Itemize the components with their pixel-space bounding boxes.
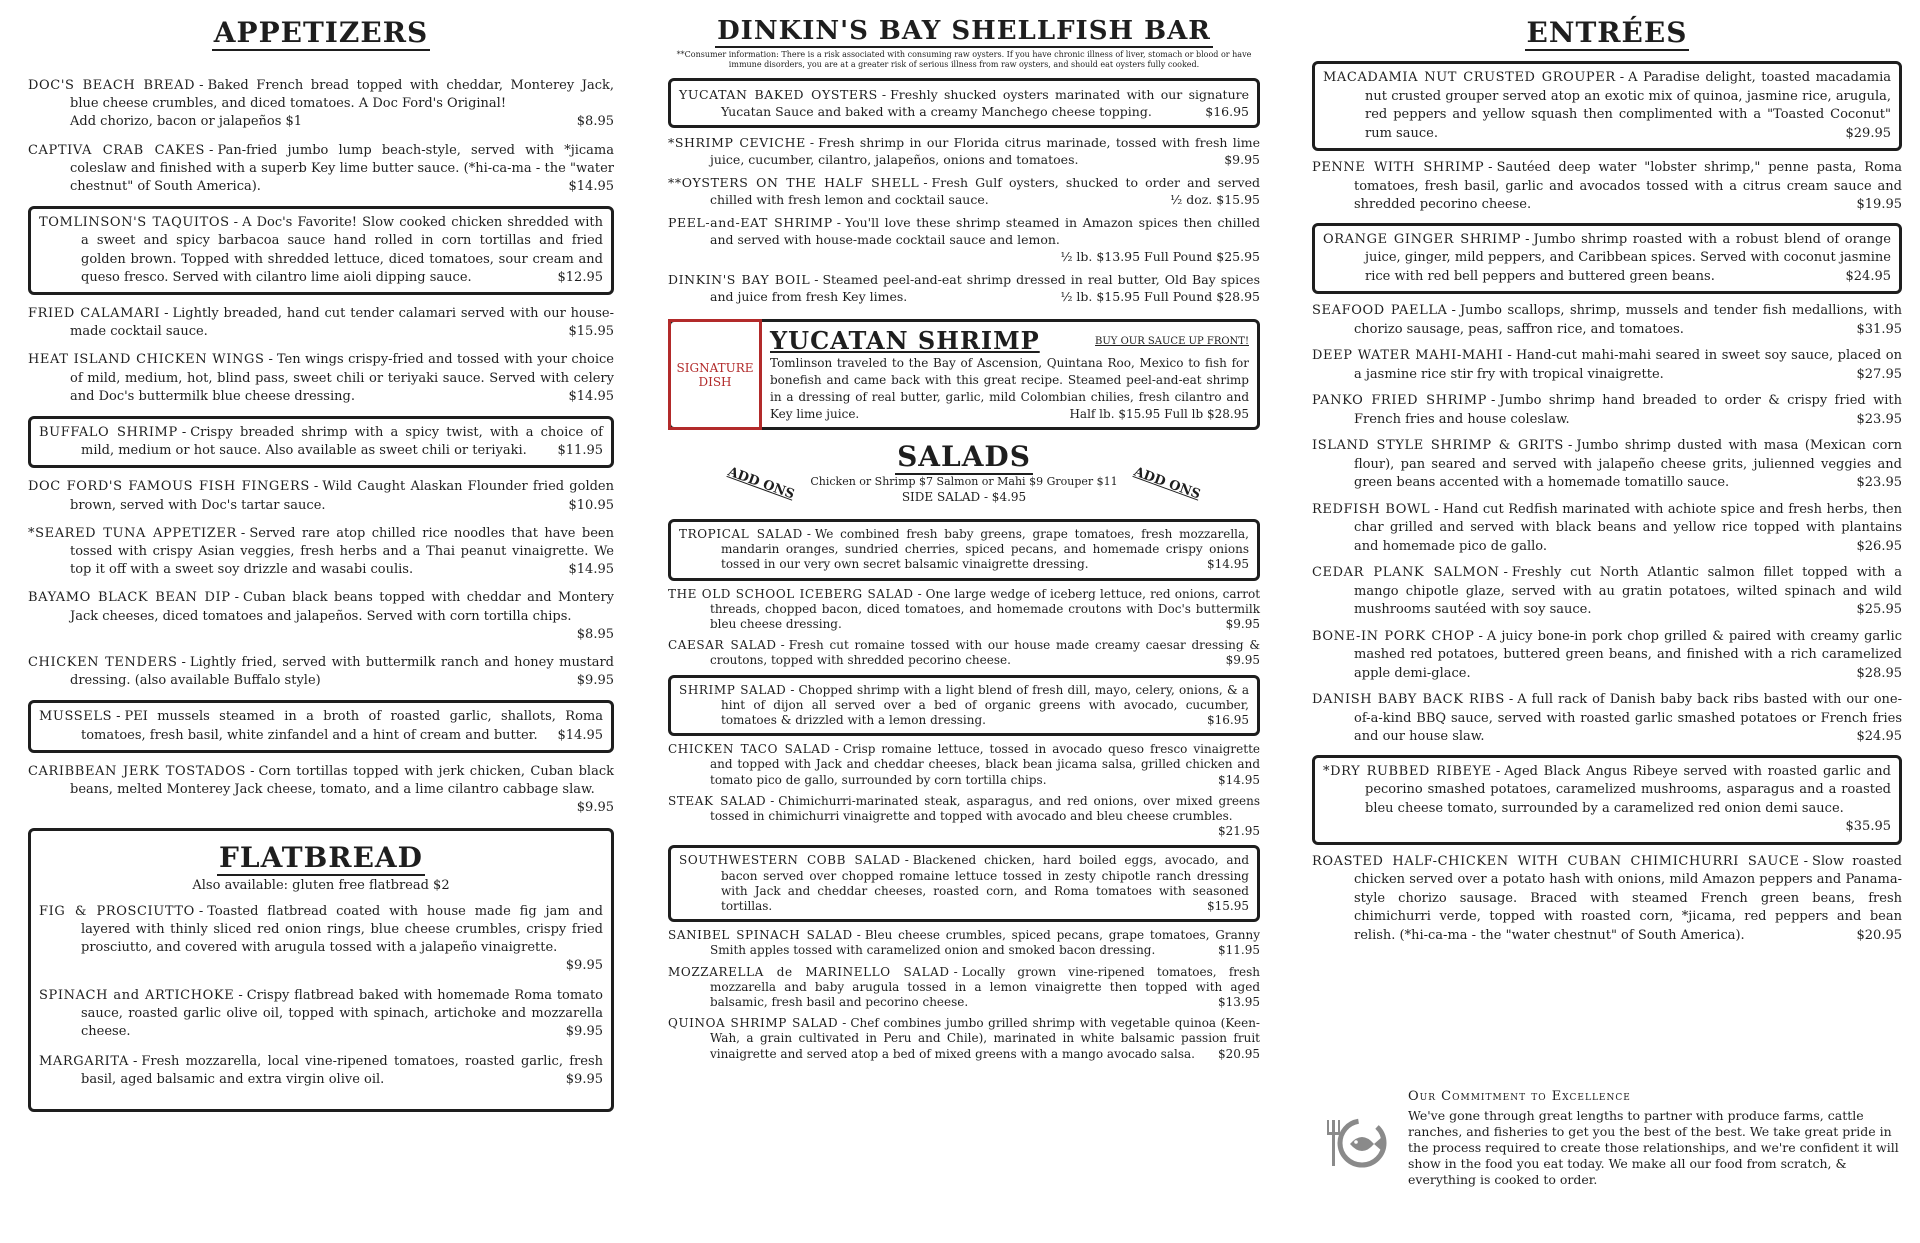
salad-item: STEAK SALAD - Chimichurri-marinated steak, asparagus, and red onions, over mixed greens tossed in chimichurri vinaigrette and topped with avocado and bleu cheese crumbles. $21.95 <box>668 793 1260 839</box>
raw-oyster-note: **Consumer information: There is a risk associated with consuming raw oysters. If you have chronic illness of liver, stomach or blood or have immune disorders, you are at a greater risk of serious illness from raw oysters, and should eat oysters fully cooked. <box>676 50 1252 69</box>
salad-name: STEAK SALAD <box>668 793 767 808</box>
appetizers-title: APPETIZERS <box>213 16 429 49</box>
flatbread-title: FLATBREAD <box>219 840 423 874</box>
entree-price: $28.95 <box>1856 665 1902 681</box>
entree-description: A full rack of Danish baby back ribs basted with our one-of-a-kind BBQ sauce, served with roasted garlic smashed potatoes or French fries and our house slaw. <box>1354 692 1902 744</box>
buy-sauce-link[interactable]: BUY OUR SAUCE UP FRONT! <box>1095 336 1249 347</box>
column-right <box>1312 16 1903 1187</box>
salad-price: $14.95 <box>1207 557 1249 572</box>
entree-price: $27.95 <box>1856 366 1902 382</box>
salad-name: SHRIMP SALAD <box>679 682 787 697</box>
entree-name: ORANGE GINGER SHRIMP <box>1323 231 1522 247</box>
salad-item: CAESAR SALAD - Fresh cut romaine tossed with our house made creamy caesar dressing & croutons, topped with shredded pecorino cheese. $9.95 <box>668 638 1261 668</box>
salad-description: One large wedge of iceberg lettuce, red onions, carrot threads, chopped bacon, diced tomatoes, and homemade croutons with Doc's buttermilk bleu cheese dressing. <box>710 586 1261 632</box>
appetizer-item: CHICKEN TENDERS - Lightly fried, served with buttermilk ranch and honey mustard dressing. (also available Buffalo style) $9.95 <box>28 654 614 690</box>
flatbread-price: $9.95 <box>565 957 603 973</box>
appetizer-price: $14.95 <box>568 179 614 195</box>
appetizer-description: Lightly fried, served with buttermilk ranch and honey mustard dressing. (also available Buffalo style) <box>70 655 615 689</box>
salad-price: $20.95 <box>1218 1046 1260 1061</box>
flatbread-price: $9.95 <box>565 1071 603 1087</box>
salad-price: $21.95 <box>1218 824 1260 839</box>
salad-item: SOUTHWESTERN COBB SALAD - Blackened chicken, hard boiled eggs, avocado, and bacon served over chopped romaine lettuce tossed in zesty chipotle ranch dressing with Jack and cheddar cheeses, roasted corn, and Roma tomatoes with seasoned tortillas. $15.95 <box>668 845 1260 922</box>
appetizer-name: DOC'S BEACH BREAD <box>28 78 196 93</box>
appetizer-list <box>28 77 614 818</box>
entree-item: ROASTED HALF-CHICKEN WITH CUBAN CHIMICHURRI SAUCE - Slow roasted chicken served over a potato hash with onions, mild Amazon peppers and Panama-style chorizo sausage. Braced with steamed French green beans, fresh chimichurri verde, topped with roasted corn, *jicama, red peppers and bean relish. (*hi-ca-ma - the "water chestnut" of South America). $20.95 <box>1312 853 1902 946</box>
signature-description <box>770 355 1249 423</box>
appetizer-item: *SEARED TUNA APPETIZER - Served rare atop chilled rice noodles that have been tossed with crispy Asian veggies, fresh herbs and a Thai peanut vinaigrette. We top it off with a sweet soy drizzle and wasabi coulis. $14.95 <box>28 525 614 580</box>
appetizer-price: $8.95 <box>576 114 614 130</box>
shellfish-description: Fresh Gulf oysters, shucked to order and served chilled with fresh lemon and cocktail sauce. <box>710 175 1260 207</box>
appetizer-price: $15.95 <box>568 324 614 340</box>
appetizer-description: Corn tortillas topped with jerk chicken, Cuban black beans, melted Monterey Jack cheese, tomato, and a lime cilantro cabbage slaw. <box>70 763 614 798</box>
appetizer-price: $14.95 <box>568 388 614 404</box>
entree-description: A juicy bone-in pork chop grilled & paired with creamy garlic mashed red potatoes, buttered green beans, and finished with a rich caramelized apple demi-glace. <box>1354 628 1902 681</box>
flatbread-item: MARGARITA - Fresh mozzarella, local vine-ripened tomatoes, roasted garlic, fresh basil, aged balsamic and extra virgin olive oil. $9.95 <box>39 1053 603 1087</box>
entree-price: $35.95 <box>1845 819 1891 834</box>
salad-description: Fresh cut romaine tossed with our house made creamy caesar dressing & croutons, topped with shredded pecorino cheese. <box>710 638 1261 668</box>
entree-price: $31.95 <box>1856 321 1902 337</box>
salad-list <box>668 519 1260 1062</box>
appetizer-price: $14.95 <box>557 727 603 743</box>
flatbread-description: Fresh mozzarella, local vine-ripened tomatoes, roasted garlic, fresh basil, aged balsamic and extra virgin olive oil. <box>81 1053 603 1087</box>
entree-item: PANKO FRIED SHRIMP - Jumbo shrimp hand breaded to order & crispy fried with French fries and house coleslaw. $23.95 <box>1312 392 1902 429</box>
entree-price: $23.95 <box>1856 475 1902 490</box>
entree-description: Aged Black Angus Ribeye served with roasted garlic and pecorino smashed potatoes, caramelized mushrooms, asparagus and a roasted bleu cheese tomato, surrounded by a caramelized red onion demi sauce. <box>1365 763 1891 816</box>
salad-name: MOZZARELLA de MARINELLO SALAD <box>668 964 950 979</box>
entree-item: REDFISH BOWL - Hand cut Redfish marinated with achiote spice and fresh herbs, then char grilled and served with black beans and yellow rice topped with plantains and homemade pico de gallo. $26.95 <box>1312 501 1902 557</box>
salad-item: THE OLD SCHOOL ICEBERG SALAD - One large wedge of iceberg lettuce, red onions, carrot threads, chopped bacon, diced tomatoes, and homemade croutons with Doc's buttermilk bleu cheese dressing. $9.95 <box>668 586 1261 632</box>
shellfish-price: ½ doz. $15.95 <box>1170 192 1260 207</box>
salad-description: Crisp romaine lettuce, tossed in avocado queso fresco vinaigrette and topped with Jack and cheddar cheeses, black bean jicama salsa, grilled chicken and tomato pico de gallo, surrounded by corn tortilla chips. <box>710 742 1260 787</box>
column-left <box>28 16 614 1112</box>
appetizer-item: BAYAMO BLACK BEAN DIP - Cuban black beans topped with cheddar and Montery Jack cheeses, diced tomatoes and jalapeños. Served with corn tortilla chips. $8.95 <box>28 589 614 644</box>
salad-price: $15.95 <box>1207 899 1249 914</box>
addons-label-right: ADD ONS <box>1131 464 1203 503</box>
entree-name: REDFISH BOWL <box>1312 501 1431 517</box>
salad-name: THE OLD SCHOOL ICEBERG SALAD <box>668 586 914 601</box>
entree-price: $19.95 <box>1856 197 1902 212</box>
entree-description: Jumbo shrimp roasted with a robust blend of orange juice, ginger, mild peppers, and Caribbean spices. Served with coconut jasmine rice with red bell peppers and buttered green beans. <box>1365 231 1891 284</box>
salad-name: TROPICAL SALAD <box>679 527 803 541</box>
appetizer-description: Pan-fried jumbo lump beach-style, served with *jicama coleslaw and finished with a superb Key lime butter sauce. (*hi-ca-ma - the "water chestnut" of South America). <box>70 142 614 195</box>
shellfish-list <box>668 78 1260 305</box>
entree-name: ROASTED HALF-CHICKEN WITH CUBAN CHIMICHURRI SAUCE <box>1312 853 1800 869</box>
appetizer-description: Baked French bread topped with cheddar, Monterey Jack, blue cheese crumbles, and diced tomatoes. A Doc Ford's Original! <box>70 78 614 112</box>
entree-name: MACADAMIA NUT CRUSTED GROUPER <box>1323 70 1616 85</box>
appetizer-price: $8.95 <box>576 626 614 642</box>
addons-prices: Chicken or Shrimp $7 Salmon or Mahi $9 Grouper $11 <box>810 475 1118 488</box>
entree-name: PENNE WITH SHRIMP <box>1312 160 1485 175</box>
entree-name: BONE-IN PORK CHOP <box>1312 628 1475 644</box>
entree-item: DANISH BABY BACK RIBS - A full rack of Danish baby back ribs basted with our one-of-a-kind BBQ sauce, served with roasted garlic smashed potatoes or French fries and our house slaw. $24.95 <box>1312 691 1902 747</box>
appetizer-description: Cuban black beans topped with cheddar and Montery Jack cheeses, diced tomatoes and jalapeños. Served with corn tortilla chips. <box>70 590 615 624</box>
appetizer-description: A Doc's Favorite! Slow cooked chicken shredded with a sweet and spicy barbacoa sauce hand rolled in corn tortillas and fried golden brown. Topped with shredded lettuce, diced tomatoes, sour cream and queso fresco. Served with cilantro lime aioli dipping sauce. <box>81 215 603 285</box>
appetizer-description: Served rare atop chilled rice noodles that have been tossed with crispy Asian veggies, fresh herbs and a Thai peanut vinaigrette. We top it off with a sweet soy drizzle and wasabi coulis. <box>70 525 614 578</box>
appetizer-name: BAYAMO BLACK BEAN DIP <box>28 590 231 606</box>
salad-price: $9.95 <box>1225 617 1260 632</box>
shellfish-item: PEEL-and-EAT SHRIMP - You'll love these shrimp steamed in Amazon spices then chilled and served with house-made cocktail sauce and lemon. ½ lb. $13.95 Full Pound $25.95 <box>668 215 1260 264</box>
flatbread-list <box>39 903 603 1089</box>
shellfish-name: **OYSTERS ON THE HALF SHELL <box>668 175 920 190</box>
entree-price: $29.95 <box>1845 125 1891 141</box>
entree-name: SEAFOOD PAELLA <box>1312 303 1448 318</box>
entree-item: DEEP WATER MAHI-MAHI - Hand-cut mahi-mahi seared in sweet soy sauce, placed on a jasmine rice stir fry with tropical vinaigrette. $27.95 <box>1312 347 1902 384</box>
appetizer-name: FRIED CALAMARI <box>28 306 161 322</box>
appetizer-name: *SEARED TUNA APPETIZER <box>28 525 237 541</box>
appetizer-price: $9.95 <box>576 673 614 689</box>
flatbread-description: Toasted flatbread coated with house made fig jam and layered with thinly sliced red onion rings, blue cheese crumbles, crispy fried prosciutto, and covered with arugula tossed with a jalapeño vinaigrette. <box>81 903 603 955</box>
shellfish-price: ½ lb. $15.95 Full Pound $28.95 <box>1060 289 1260 304</box>
flatbread-name: MARGARITA <box>39 1053 129 1069</box>
entree-description: Jumbo shrimp hand breaded to order & crispy fried with French fries and house coleslaw. <box>1354 393 1903 427</box>
shellfish-title: DINKIN'S BAY SHELLFISH BAR <box>717 16 1211 46</box>
appetizer-description: PEI mussels steamed in a broth of roasted garlic, shallots, Roma tomatoes, fresh basil, white zinfandel and a hint of cream and butter. <box>81 709 603 743</box>
flatbread-description: Crispy flatbread baked with homemade Roma tomato sauce, roasted garlic olive oil, topped with spinach, artichoke and mozzarella cheese. <box>81 987 603 1039</box>
appetizer-price: $14.95 <box>568 562 614 578</box>
flatbread-subtitle: Also available: gluten free flatbread $2 <box>192 877 450 893</box>
shellfish-name: PEEL-and-EAT SHRIMP <box>668 215 833 230</box>
salad-description: We combined fresh baby greens, grape tomatoes, fresh mozzarella, mandarin oranges, sundried cherries, spiced pecans, and homemade crispy onions tossed in our very own secret balsamic vinaigrette dressing. <box>721 527 1249 572</box>
appetizer-price: $11.95 <box>557 443 603 459</box>
appetizer-item: TOMLINSON'S TAQUITOS - A Doc's Favorite! Slow cooked chicken shredded with a sweet and spicy barbacoa sauce hand rolled in corn tortillas and fried golden brown. Topped with shredded lettuce, diced tomatoes, sour cream and queso fresco. Served with cilantro lime aioli dipping sauce. $12.95 <box>28 206 614 295</box>
entree-name: *DRY RUBBED RIBEYE <box>1323 763 1492 779</box>
signature-body <box>770 322 1257 427</box>
appetizer-description: Ten wings crispy-fried and tossed with your choice of mild, medium, hot, blind pass, sweet chili or teriyaki sauce. Served with celery and Doc's buttermilk blue cheese dressing. <box>70 352 614 404</box>
flatbread-price: $9.95 <box>565 1023 603 1039</box>
entree-price: $24.95 <box>1845 268 1891 284</box>
flatbread-name: SPINACH and ARTICHOKE <box>39 987 235 1003</box>
entree-description: Jumbo shrimp dusted with masa (Mexican corn flour), pan seared and served with jalapeño cheese grits, julienned veggies and green beans accented with a homemade tomatillo sauce. <box>1354 438 1902 490</box>
appetizer-price: $12.95 <box>557 269 603 285</box>
entree-description: Sautéed deep water "lobster shrimp," penne pasta, Roma tomatoes, fresh basil, garlic and avocados tossed with a citrus cream sauce and shredded pecorino cheese. <box>1354 160 1902 212</box>
salad-description: Chimichurri-marinated steak, asparagus, and red onions, over mixed greens tossed in chimichurri vinaigrette and topped with avocado and bleu cheese crumbles. <box>710 793 1260 824</box>
salad-name: QUINOA SHRIMP SALAD <box>668 1016 839 1031</box>
shellfish-name: *SHRIMP CEVICHE <box>668 135 806 150</box>
appetizer-name: DOC FORD'S FAMOUS FISH FINGERS <box>28 479 310 495</box>
salads-title: SALADS <box>897 440 1031 473</box>
entree-item: CEDAR PLANK SALMON - Freshly cut North Atlantic salmon fillet topped with a mango chipotle glaze, served with au gratin potatoes, wilted spinach and wild mushrooms sautéed with soy sauce. $25.95 <box>1312 564 1902 620</box>
appetizer-name: MUSSELS <box>39 709 113 725</box>
appetizer-description: Lightly breaded, hand cut tender calamari served with our house-made cocktail sauce. <box>70 306 614 340</box>
appetizer-name: CHICKEN TENDERS <box>28 655 178 671</box>
appetizer-price: $10.95 <box>568 497 614 513</box>
salad-name: CAESAR SALAD <box>668 638 777 653</box>
entrees-title: ENTRÉES <box>1526 16 1688 49</box>
flatbread-item: FIG & PROSCIUTTO - Toasted flatbread coated with house made fig jam and layered with thinly sliced red onion rings, blue cheese crumbles, crispy fried prosciutto, and covered with arugula tossed with a jalapeño vinaigrette. $9.95 <box>39 903 603 973</box>
appetizer-name: BUFFALO SHRIMP <box>39 425 178 441</box>
entree-description: Slow roasted chicken served over a potato hash with onions, mild Amazon peppers and Panama-style chorizo sausage. Braced with steamed French green beans, fresh chimichurri verde, topped with roasted corn, *jicama, red peppers and bean relish. (*hi-ca-ma - the "water chestnut" of South America). <box>1354 853 1902 943</box>
entree-item: *DRY RUBBED RIBEYE - Aged Black Angus Ribeye served with roasted garlic and pecorino smashed potatoes, caramelized mushrooms, asparagus and a roasted bleu cheese tomato, surrounded by a caramelized red onion demi sauce. $35.95 <box>1312 755 1902 845</box>
side-salad: SIDE SALAD - $4.95 <box>901 490 1027 504</box>
appetizer-name: TOMLINSON'S TAQUITOS <box>39 215 230 231</box>
appetizer-name: CARIBBEAN JERK TOSTADOS <box>28 763 247 779</box>
shellfish-item: **OYSTERS ON THE HALF SHELL - Fresh Gulf oysters, shucked to order and served chilled with fresh lemon and cocktail sauce. ½ doz. $15.95 <box>668 175 1260 207</box>
entree-description: Hand-cut mahi-mahi seared in sweet soy sauce, placed on a jasmine rice stir fry with tropical vinaigrette. <box>1354 348 1902 382</box>
entree-price: $23.95 <box>1856 411 1902 427</box>
salad-price: $13.95 <box>1218 995 1260 1010</box>
appetizer-extra: Add chorizo, bacon or jalapeños $1 <box>70 114 303 130</box>
entree-item: ORANGE GINGER SHRIMP - Jumbo shrimp roasted with a robust blend of orange juice, ginger, mild peppers, and Caribbean spices. Served with coconut jasmine rice with red bell peppers and buttered green beans. $24.95 <box>1312 223 1902 295</box>
entree-name: DANISH BABY BACK RIBS <box>1312 692 1505 707</box>
fish-fork-icon <box>1324 1108 1408 1188</box>
signature-price: Half lb. $15.95 Full lb $28.95 <box>1069 407 1249 421</box>
appetizer-item: CAPTIVA CRAB CAKES - Pan-fried jumbo lump beach-style, served with *jicama coleslaw and finished with a superb Key lime butter sauce. (*hi-ca-ma - the "water chestnut" of South America). $14.95 <box>28 142 614 197</box>
entree-item: ISLAND STYLE SHRIMP & GRITS - Jumbo shrimp dusted with masa (Mexican corn flour), pan seared and served with jalapeño cheese grits, julienned veggies and green beans accented with a homemade tomatillo sauce. $23.95 <box>1312 437 1902 493</box>
entree-price: $20.95 <box>1856 927 1902 943</box>
salad-item: SHRIMP SALAD - Chopped shrimp with a light blend of fresh dill, mayo, celery, onions, & a hint of dijon all served over a bed of organic greens with avocado, cucumber, tomatoes & drizzled with a lemon dressing. $16.95 <box>668 675 1260 737</box>
salad-description: Bleu cheese crumbles, spiced pecans, grape tomatoes, Granny Smith apples tossed with caramelized onion and smoked bacon dressing. <box>710 928 1260 958</box>
entree-description: Hand cut Redfish marinated with achiote spice and fresh herbs, then char grilled and served with black beans and yellow rice topped with plantains and homemade pico de gallo. <box>1354 501 1902 554</box>
salad-name: SOUTHWESTERN COBB SALAD <box>679 853 901 868</box>
signature-badge: SIGNATURE DISH <box>668 319 762 430</box>
commitment-text: We've gone through great lengths to partner with produce farms, cattle ranches, and fisheries to get you the best of the best. We take great pride in the process required to create those relationships, and we're confident it will show in the food you eat today. We make all our food from scratch, & everything is cooked to order. <box>1408 1108 1899 1187</box>
signature-title: YUCATAN SHRIMP <box>770 326 1040 355</box>
commitment-title: Our Commitment to Excellence <box>1408 1089 1631 1104</box>
appetizer-item: BUFFALO SHRIMP - Crispy breaded shrimp with a spicy twist, with a choice of mild, medium or hot sauce. Also available as sweet chili or teriyaki. $11.95 <box>28 416 614 468</box>
entree-list <box>1312 61 1902 945</box>
salad-item: TROPICAL SALAD - We combined fresh baby greens, grape tomatoes, fresh mozzarella, mandarin oranges, sundried cherries, spiced pecans, and homemade crispy onions tossed in our very own secret balsamic vinaigrette dressing. $14.95 <box>668 519 1260 581</box>
flatbread-item: SPINACH and ARTICHOKE - Crispy flatbread baked with homemade Roma tomato sauce, roasted garlic olive oil, topped with spinach, artichoke and mozzarella cheese. $9.95 <box>39 987 603 1039</box>
entree-name: DEEP WATER MAHI-MAHI <box>1312 348 1504 363</box>
shellfish-item: *SHRIMP CEVICHE - Fresh shrimp in our Florida citrus marinade, tossed with fresh lime juice, cucumber, cilantro, jalapeños, onions and tomatoes. $9.95 <box>668 135 1260 167</box>
salad-name: SANIBEL SPINACH SALAD <box>668 928 853 943</box>
salad-item: QUINOA SHRIMP SALAD - Chef combines jumbo grilled shrimp with vegetable quinoa (Keen-Wah, a grain cultivated in Peru and Chile), marinated in white balsamic passion fruit vinaigrette and served atop a bed of mixed greens with a mango avocado salsa. $20.95 <box>668 1016 1260 1061</box>
signature-box <box>668 319 1260 430</box>
salad-price: $11.95 <box>1218 943 1260 958</box>
entree-price: $25.95 <box>1856 602 1902 617</box>
shellfish-description: Freshly shucked oysters marinated with our signature Yucatan Sauce and baked with a creamy Manchego cheese topping. <box>721 87 1250 119</box>
appetizer-item: MUSSELS - PEI mussels steamed in a broth of roasted garlic, shallots, Roma tomatoes, fresh basil, white zinfandel and a hint of cream and butter. $14.95 <box>28 700 614 752</box>
entree-price: $26.95 <box>1856 538 1902 554</box>
entree-item: PENNE WITH SHRIMP - Sautéed deep water "lobster shrimp," penne pasta, Roma tomatoes, fresh basil, garlic and avocados tossed with a citrus cream sauce and shredded pecorino cheese. $19.95 <box>1312 159 1902 215</box>
salad-price: $14.95 <box>1218 772 1260 787</box>
appetizer-description: Wild Caught Alaskan Flounder fried golden brown, served with Doc's tartar sauce. <box>70 479 614 513</box>
salad-item: SANIBEL SPINACH SALAD - Bleu cheese crumbles, spiced pecans, grape tomatoes, Granny Smith apples tossed with caramelized onion and smoked bacon dressing. $11.95 <box>668 928 1260 958</box>
appetizer-item: DOC FORD'S FAMOUS FISH FINGERS - Wild Caught Alaskan Flounder fried golden brown, served with Doc's tartar sauce. $10.95 <box>28 478 614 514</box>
appetizer-name: HEAT ISLAND CHICKEN WINGS <box>28 352 265 368</box>
addons-row <box>668 464 1260 513</box>
entree-price: $24.95 <box>1856 729 1902 744</box>
flatbread-name: FIG & PROSCIUTTO <box>39 903 195 919</box>
shellfish-name: DINKIN'S BAY BOIL <box>668 272 811 287</box>
appetizer-price: $9.95 <box>576 800 614 816</box>
shellfish-item: DINKIN'S BAY BOIL - Steamed peel-and-eat shrimp dressed in real butter, Old Bay spices and juice from fresh Key limes. ½ lb. $15.95 Full Pound $28.95 <box>668 272 1260 304</box>
appetizer-description: Crispy breaded shrimp with a spicy twist, with a choice of mild, medium or hot sauce. Also available as sweet chili or teriyaki. <box>81 425 603 459</box>
entree-name: CEDAR PLANK SALMON <box>1312 565 1500 580</box>
shellfish-price: $9.95 <box>1224 152 1260 167</box>
shellfish-description: Fresh shrimp in our Florida citrus marinade, tossed with fresh lime juice, cucumber, cilantro, jalapeños, onions and tomatoes. <box>710 135 1260 167</box>
entree-name: ISLAND STYLE SHRIMP & GRITS <box>1312 438 1564 453</box>
appetizer-item: DOC'S BEACH BREAD - Baked French bread topped with cheddar, Monterey Jack, blue cheese crumbles, and diced tomatoes. A Doc Ford's Original! Add chorizo, bacon or jalapeños $1 $8.95 <box>28 77 614 132</box>
entree-item: SEAFOOD PAELLA - Jumbo scallops, shrimp, mussels and tender fish medallions, with chorizo sausage, peas, saffron rice, and tomatoes. $31.95 <box>1312 302 1902 339</box>
flatbread-box <box>28 828 614 1112</box>
entree-description: Jumbo scallops, shrimp, mussels and tender fish medallions, with chorizo sausage, peas, saffron rice, and tomatoes. <box>1354 303 1902 337</box>
salad-price: $16.95 <box>1207 713 1249 728</box>
appetizer-name: CAPTIVA CRAB CAKES <box>28 142 206 158</box>
shellfish-price: $16.95 <box>1205 104 1249 119</box>
appetizer-item: HEAT ISLAND CHICKEN WINGS - Ten wings crispy-fried and tossed with your choice of mild, medium, hot, blind pass, sweet chili or teriyaki sauce. Served with celery and Doc's buttermilk blue cheese dressing. $14.95 <box>28 351 614 406</box>
entree-description: Freshly cut North Atlantic salmon fillet topped with a mango chipotle glaze, served with au gratin potatoes, wilted spinach and wild mushrooms sautéed with soy sauce. <box>1354 565 1902 617</box>
salad-description: Locally grown vine-ripened tomatoes, fresh mozzarella and baby arugula tossed in a lemon vinaigrette then topped with aged balsamic, fresh basil and pecorino cheese. <box>710 964 1260 1010</box>
salad-price: $9.95 <box>1225 653 1260 668</box>
entree-item: BONE-IN PORK CHOP - A juicy bone-in pork chop grilled & paired with creamy garlic mashed red potatoes, buttered green beans, and finished with a rich caramelized apple demi-glace. $28.95 <box>1312 628 1902 684</box>
salad-name: CHICKEN TACO SALAD <box>668 742 831 757</box>
addons-label-left: ADD ONS <box>725 464 797 503</box>
shellfish-description: Steamed peel-and-eat shrimp dressed in real butter, Old Bay spices and juice from fresh Key limes. <box>710 272 1260 304</box>
salad-item: MOZZARELLA de MARINELLO SALAD - Locally grown vine-ripened tomatoes, fresh mozzarella and baby arugula tossed in a lemon vinaigrette then topped with aged balsamic, fresh basil and pecorino cheese. $13.95 <box>668 964 1260 1010</box>
column-middle <box>668 16 1260 1068</box>
entree-name: PANKO FRIED SHRIMP <box>1312 393 1487 408</box>
salad-description: Chef combines jumbo grilled shrimp with vegetable quinoa (Keen-Wah, a grain cultivated in Peru and Chile), marinated in white balsamic passion fruit vinaigrette and served atop a bed of mixed greens with a mango avocado salsa. <box>710 1016 1260 1061</box>
appetizer-item: CARIBBEAN JERK TOSTADOS - Corn tortillas topped with jerk chicken, Cuban black beans, melted Monterey Jack cheese, tomato, and a lime cilantro cabbage slaw. $9.95 <box>28 763 614 818</box>
shellfish-description: You'll love these shrimp steamed in Amazon spices then chilled and served with house-made cocktail sauce and lemon. <box>710 215 1260 247</box>
commitment-section <box>1324 1089 1900 1188</box>
signature-desc-text: Tomlinson traveled to the Bay of Ascension, Quintana Roo, Mexico to fish for bonefish and came back with this great recipe. Steamed peel-and-eat shrimp in a dressing of real butter, garlic, mild Colombian chilies, fresh cilantro and Key lime juice. <box>770 356 1249 421</box>
salad-item: CHICKEN TACO SALAD - Crisp romaine lettuce, tossed in avocado queso fresco vinaigrette and topped with Jack and cheddar cheeses, black bean jicama salsa, grilled chicken and tomato pico de gallo, surrounded by corn tortilla chips. $14.95 <box>668 742 1260 787</box>
appetizer-item: FRIED CALAMARI - Lightly breaded, hand cut tender calamari served with our house-made cocktail sauce. $15.95 <box>28 305 614 341</box>
salad-description: Chopped shrimp with a light blend of fresh dill, mayo, celery, onions, & a hint of dijon all served over a bed of organic greens with avocado, cucumber, tomatoes & drizzled with a lemon dressing. <box>721 682 1250 728</box>
shellfish-price: ½ lb. $13.95 Full Pound $25.95 <box>1060 249 1260 264</box>
entree-description: A Paradise delight, toasted macadamia nut crusted grouper served atop an exotic mix of quinoa, jasmine rice, arugula, red peppers and yellow squash then complimented with a "Toasted Coconut" rum sauce. <box>1365 70 1891 141</box>
shellfish-name: YUCATAN BAKED OYSTERS <box>679 87 878 102</box>
salad-description: Blackened chicken, hard boiled eggs, avocado, and bacon served over chopped romaine lettuce tossed in zesty chipotle ranch dressing with Jack and cheddar cheeses, roasted corn, and Roma tomatoes with seasoned tortillas. <box>721 853 1249 914</box>
shellfish-item: YUCATAN BAKED OYSTERS - Freshly shucked oysters marinated with our signature Yucatan Sauce and baked with a creamy Manchego cheese topping. $16.95 <box>668 78 1260 128</box>
entree-item: MACADAMIA NUT CRUSTED GROUPER - A Paradise delight, toasted macadamia nut crusted grouper served atop an exotic mix of quinoa, jasmine rice, arugula, red peppers and yellow squash then complimented with a "Toasted Coconut" rum sauce. $29.95 <box>1312 61 1902 151</box>
